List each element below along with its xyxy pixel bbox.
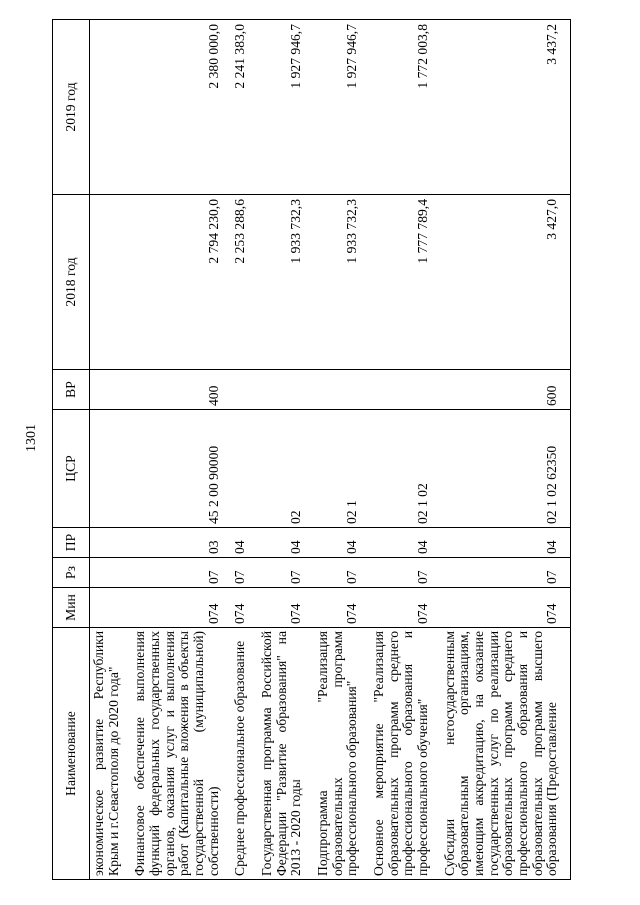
header-vr: ВР (53, 370, 90, 410)
cell-vr (231, 370, 258, 410)
cell-min: 074 (314, 588, 370, 628)
header-2019: 2019 год (53, 20, 90, 195)
table-row (131, 20, 231, 880)
cell-name: Подпрограмма "Реализация образовательных программ профессионального образования" (314, 628, 370, 880)
cell-csr: 02 1 (314, 410, 370, 528)
cell-2018: 2 253 288,6 (231, 195, 258, 370)
table-row (441, 20, 571, 880)
cell-pr: 04 (314, 528, 370, 558)
cell-pr: 04 (258, 528, 314, 558)
cell-vr (90, 370, 132, 410)
cell-2019: 3 437,2 (441, 20, 571, 195)
page-number: 1301 (24, 424, 39, 452)
cell-2019: 1 772 003,8 (370, 20, 441, 195)
cell-min: 074 (231, 588, 258, 628)
table-row (231, 20, 258, 880)
cell-2018: 1 933 732,3 (258, 195, 314, 370)
cell-pr: 04 (441, 528, 571, 558)
cell-csr: 02 1 02 (370, 410, 441, 528)
cell-2019: 2 241 383,0 (231, 20, 258, 195)
cell-csr: 02 1 02 62350 (441, 410, 571, 528)
cell-vr (258, 370, 314, 410)
table-row (314, 20, 370, 880)
cell-2019: 1 927 946,7 (314, 20, 370, 195)
cell-csr (90, 410, 132, 528)
header-name: Наименование (53, 628, 90, 880)
table-row (370, 20, 441, 880)
cell-min: 074 (441, 588, 571, 628)
cell-csr: 45 2 00 90000 (131, 410, 231, 528)
cell-vr (370, 370, 441, 410)
cell-2018: 2 794 230,0 (131, 195, 231, 370)
cell-min: 074 (131, 588, 231, 628)
cell-vr: 600 (441, 370, 571, 410)
table-header-row (53, 20, 90, 880)
cell-vr (314, 370, 370, 410)
cell-2019 (90, 20, 132, 195)
cell-2019: 2 380 000,0 (131, 20, 231, 195)
cell-name: Государственная программа Российской Федерации "Развитие образования" на 2013 - 2020 годы (258, 628, 314, 880)
cell-min: 074 (370, 588, 441, 628)
header-csr: ЦСР (53, 410, 90, 528)
cell-rz: 07 (231, 558, 258, 588)
cell-vr: 400 (131, 370, 231, 410)
cell-min (90, 588, 132, 628)
table-row (258, 20, 314, 880)
header-min: Мин (53, 588, 90, 628)
cell-name: Субсидии негосударственным образовательным организациям, имеющим аккредитацию, на оказание государственных услуг по реализации образовательных программ среднего профессионального образования и образовательных программ высшего образования (Предоставление (441, 628, 571, 880)
cell-2018: 1 777 789,4 (370, 195, 441, 370)
header-rz: Рз (53, 558, 90, 588)
cell-csr (231, 410, 258, 528)
cell-name: экономическое развитие Республики Крым и г.Севастополя до 2020 года" (90, 628, 132, 880)
header-2018: 2018 год (53, 195, 90, 370)
cell-rz (90, 558, 132, 588)
cell-pr: 03 (131, 528, 231, 558)
cell-rz: 07 (370, 558, 441, 588)
cell-name: Основное мероприятие "Реализация образовательных программ среднего профессионального образования и профессионального обучения" (370, 628, 441, 880)
cell-2019: 1 927 946,7 (258, 20, 314, 195)
cell-pr (90, 528, 132, 558)
cell-pr: 04 (231, 528, 258, 558)
budget-table (52, 19, 571, 880)
cell-csr: 02 (258, 410, 314, 528)
cell-2018 (90, 195, 132, 370)
cell-rz: 07 (131, 558, 231, 588)
cell-2018: 1 933 732,3 (314, 195, 370, 370)
cell-2018: 3 427,0 (441, 195, 571, 370)
cell-name: Финансовое обеспечение выполнения функций федеральных государственных органов, оказания услуг и выполнения работ (Капитальные вложения в объекты государственной (муниципальной) собственности) (131, 628, 231, 880)
cell-rz: 07 (441, 558, 571, 588)
rotated-page-content (52, 20, 572, 880)
header-pr: ПР (53, 528, 90, 558)
cell-rz: 07 (314, 558, 370, 588)
table-row (90, 20, 132, 880)
cell-pr: 04 (370, 528, 441, 558)
cell-name: Среднее профессиональное образование (231, 628, 258, 880)
cell-rz: 07 (258, 558, 314, 588)
cell-min: 074 (258, 588, 314, 628)
